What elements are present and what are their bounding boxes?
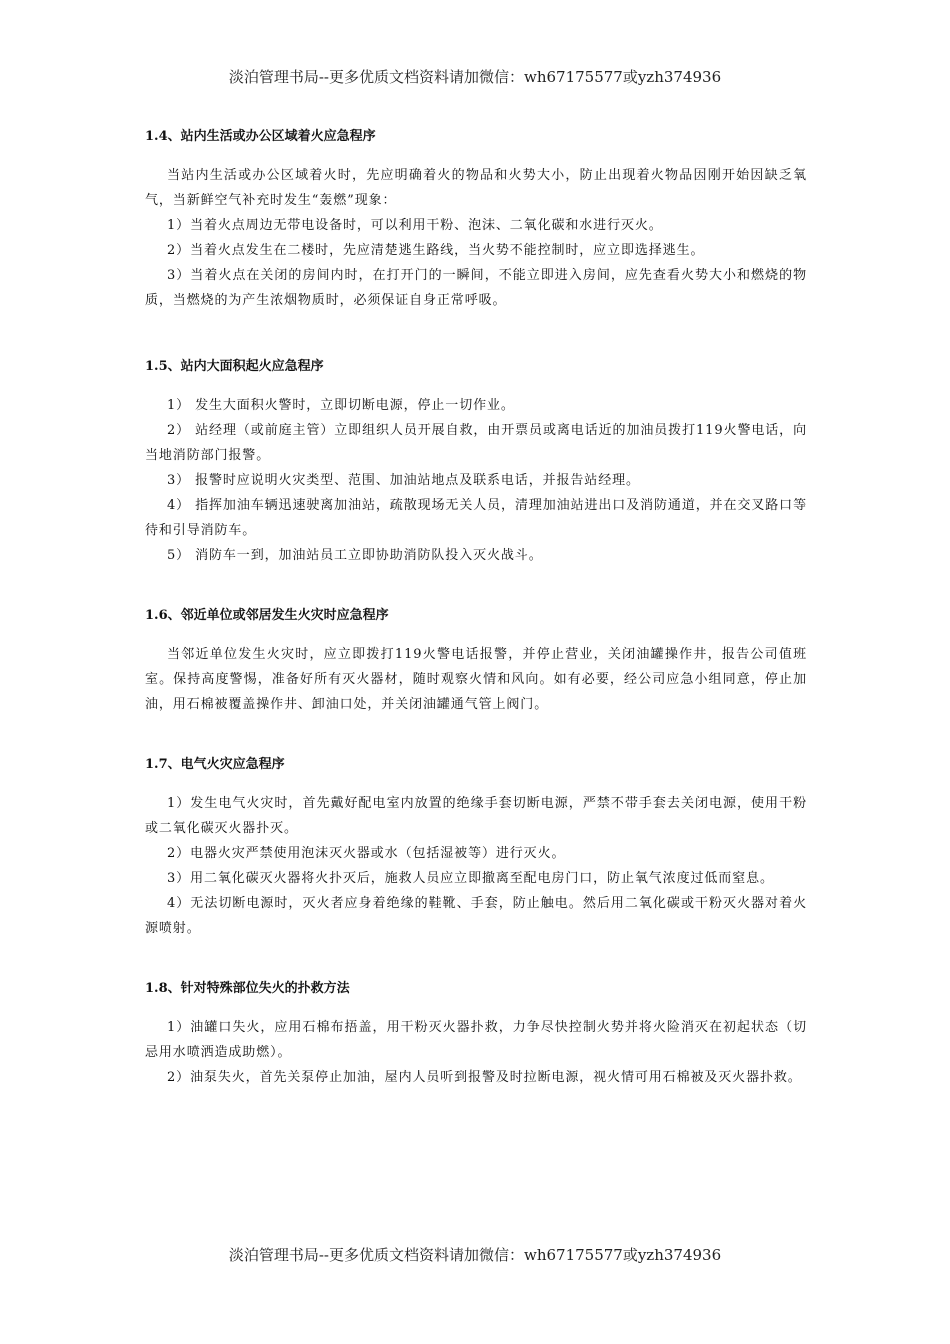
section-title: 1.7、电气火灾应急程序 bbox=[145, 757, 285, 772]
paragraph: 5） 消防车一到，加油站员工立即协助消防队投入灭火战斗。 bbox=[167, 548, 543, 563]
paragraph: 1） 发生大面积火警时，立即切断电源，停止一切作业。 bbox=[167, 398, 515, 413]
page-footer: 淡泊管理书局--更多优质文档资料请加微信：wh67175577或yzh374936 bbox=[228, 1246, 722, 1264]
section-title: 1.4、站内生活或办公区域着火应急程序 bbox=[145, 129, 376, 144]
section-spacer bbox=[145, 717, 807, 755]
paragraph: 1）当着火点周边无带电设备时，可以利用干粉、泡沫、二氧化碳和水进行灭火。 bbox=[167, 218, 663, 233]
section-spacer bbox=[145, 568, 807, 606]
section-title: 1.8、针对特殊部位失火的扑救方法 bbox=[145, 981, 350, 996]
section-1-7 bbox=[145, 755, 807, 941]
paragraph: 2）油泵失火，首先关泵停止加油，屋内人员听到报警及时拉断电源，视火情可用石棉被及灭火器扑救。 bbox=[167, 1070, 802, 1085]
paragraph: 当邻近单位发生火灾时，应立即拨打119火警电话报警，并停止营业，关闭油罐操作井，报告公司值班室。保持高度警惕，准备好所有灭火器材，随时观察火情和风向。如有必要，经公司应急小组同意，停止加油，用石棉被覆盖操作井、卸油口处，并关闭油罐通气管上阀门。 bbox=[145, 647, 807, 712]
document-body bbox=[145, 127, 807, 1090]
section-title: 1.6、邻近单位或邻居发生火灾时应急程序 bbox=[145, 608, 389, 623]
paragraph: 3）当着火点在关闭的房间内时，在打开门的一瞬间，不能立即进入房间，应先查看火势大小和燃烧的物质，当燃烧的为产生浓烟物质时，必须保证自身正常呼吸。 bbox=[145, 268, 807, 308]
paragraph: 3） 报警时应说明火灾类型、范围、加油站地点及联系电话，并报告站经理。 bbox=[167, 473, 640, 488]
paragraph: 1）发生电气火灾时，首先戴好配电室内放置的绝缘手套切断电源，严禁不带手套去关闭电源，使用干粉或二氧化碳灭火器扑灭。 bbox=[145, 796, 807, 836]
section-spacer bbox=[145, 941, 807, 979]
section-title: 1.5、站内大面积起火应急程序 bbox=[145, 359, 324, 374]
section-spacer bbox=[145, 313, 807, 357]
section-1-6 bbox=[145, 606, 807, 717]
paragraph: 4） 指挥加油车辆迅速驶离加油站，疏散现场无关人员，清理加油站进出口及消防通道，并在交叉路口等待和引导消防车。 bbox=[145, 498, 807, 538]
section-1-8 bbox=[145, 979, 807, 1090]
paragraph: 4）无法切断电源时，灭火者应身着绝缘的鞋靴、手套，防止触电。然后用二氧化碳或干粉灭火器对着火源喷射。 bbox=[145, 896, 807, 936]
paragraph: 2）电器火灾严禁使用泡沫灭火器或水（包括湿被等）进行灭火。 bbox=[167, 846, 566, 861]
paragraph: 2）当着火点发生在二楼时，先应清楚逃生路线，当火势不能控制时，应立即选择逃生。 bbox=[167, 243, 705, 258]
paragraph: 3）用二氧化碳灭火器将火扑灭后，施救人员应立即撤离至配电房门口，防止氧气浓度过低而窒息。 bbox=[167, 871, 774, 886]
paragraph: 2） 站经理（或前庭主管）立即组织人员开展自救，由开票员或离电话近的加油员拨打119火警电话，向当地消防部门报警。 bbox=[145, 423, 807, 463]
paragraph: 当站内生活或办公区域着火时，先应明确着火的物品和火势大小，防止出现着火物品因刚开始因缺乏氧气，当新鲜空气补充时发生“轰燃”现象： bbox=[145, 168, 807, 208]
section-1-5 bbox=[145, 357, 807, 568]
page-header: 淡泊管理书局--更多优质文档资料请加微信：wh67175577或yzh374936 bbox=[228, 68, 722, 86]
section-1-4 bbox=[145, 127, 807, 313]
paragraph: 1）油罐口失火，应用石棉布捂盖，用干粉灭火器扑救，力争尽快控制火势并将火险消灭在初起状态（切忌用水喷洒造成助燃）。 bbox=[145, 1020, 807, 1060]
